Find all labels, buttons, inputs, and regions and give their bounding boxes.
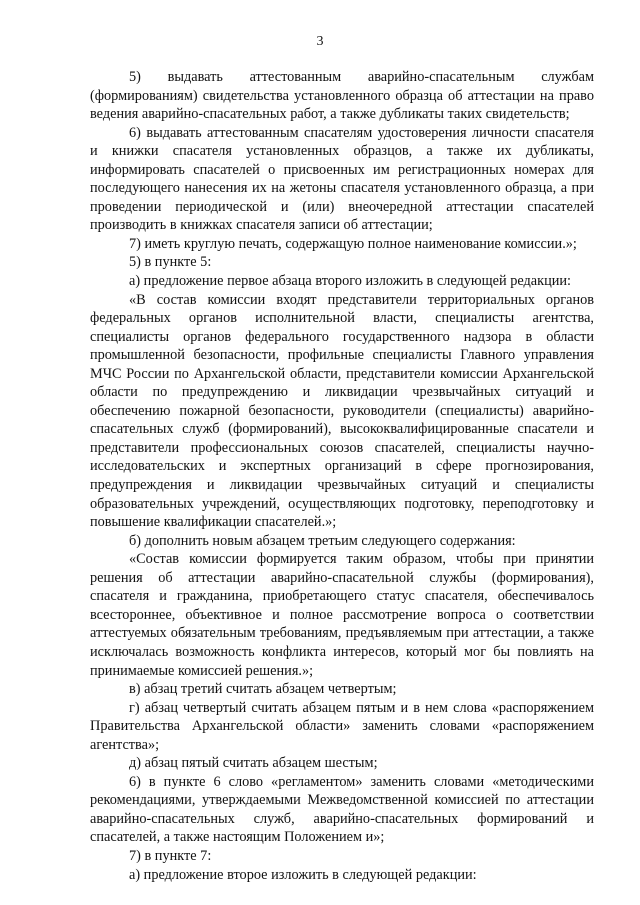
paragraph: в) абзац третий считать абзацем четвертым; <box>129 681 397 698</box>
paragraph: «В состав комиссии входят представители территориальных органов федеральных органов исполнительной власти, специалисты агентства, специалисты органов федерального государственного надзора в области промышленной безопасности, профильные специалисты Главного управления МЧС России по Архангельской области, представители комиссии Архангельской области по предупреждению и ликвидации чрезвычайных ситуаций и обеспечению пожарной безопасности, руководители (специалисты) аварийно-спасательных служб (формирований), высококвалифицированные спасатели и представители профессиональных союзов спасателей, специалисты научно-исследовательских и экспертных организаций в сфере прогнозирования, предупреждения и ликвидации чрезвычайных ситуаций и специалисты образовательных учреждений, осуществляющих подготовку, переподготовку и повышение квалификации спасателей.»; <box>90 291 594 531</box>
paragraph: г) абзац четвертый считать абзацем пятым и в нем слова «распоряжением Правительства Архангельской области» заменить словами «распоряжением агентства»; <box>90 699 594 753</box>
paragraph: а) предложение второе изложить в следующей редакции: <box>129 866 477 883</box>
paragraph: 5) выдавать аттестованным аварийно-спасательным службам (формированиям) свидетельства установленного образца об аттестации на право ведения аварийно-спасательных работ, а также дубликаты таких свидетельств; <box>90 69 594 123</box>
paragraph: 6) выдавать аттестованным спасателям удостоверения личности спасателя и книжки спасателя установленных образцов, а также их дубликаты, информировать спасателей о присвоенных им регистрационных номерах для последующего нанесения их на жетоны спасателя установленного образца, а при проведении периодической и (или) внеочередной аттестации спасателей производить в книжках спасателя записи об аттестации; <box>90 124 594 234</box>
paragraph: 7) в пункте 7: <box>129 847 212 864</box>
paragraph: а) предложение первое абзаца второго изложить в следующей редакции: <box>129 273 571 290</box>
paragraph: д) абзац пятый считать абзацем шестым; <box>129 755 378 772</box>
paragraph: 6) в пункте 6 слово «регламентом» заменить словами «методическими рекомендациями, утверждаемыми Межведомственной комиссией по аттестации аварийно-спасательных служб, аварийно-спасательных формирований и спасателей, а также настоящим Положением и»; <box>90 773 594 846</box>
paragraph: 5) в пункте 5: <box>129 254 212 271</box>
paragraph: «Состав комиссии формируется таким образом, чтобы при принятии решения об аттестации аварийно-спасательной службы (формирования), спасателя и гражданина, приобретающего статус спасателя, обеспечивалось всестороннее, объективное и полное рассмотрение вопроса о соответствии аттестуемых обязательным требованиям, предъявляемым при аттестации, а также исключалась возможность конфликта интересов, который мог бы повлиять на принимаемые комиссией решения.»; <box>90 551 594 679</box>
paragraph: 7) иметь круглую печать, содержащую полное наименование комиссии.»; <box>129 235 577 252</box>
paragraph: б) дополнить новым абзацем третьим следующего содержания: <box>129 532 516 549</box>
document-body <box>90 68 594 884</box>
page-number: 3 <box>316 34 324 49</box>
